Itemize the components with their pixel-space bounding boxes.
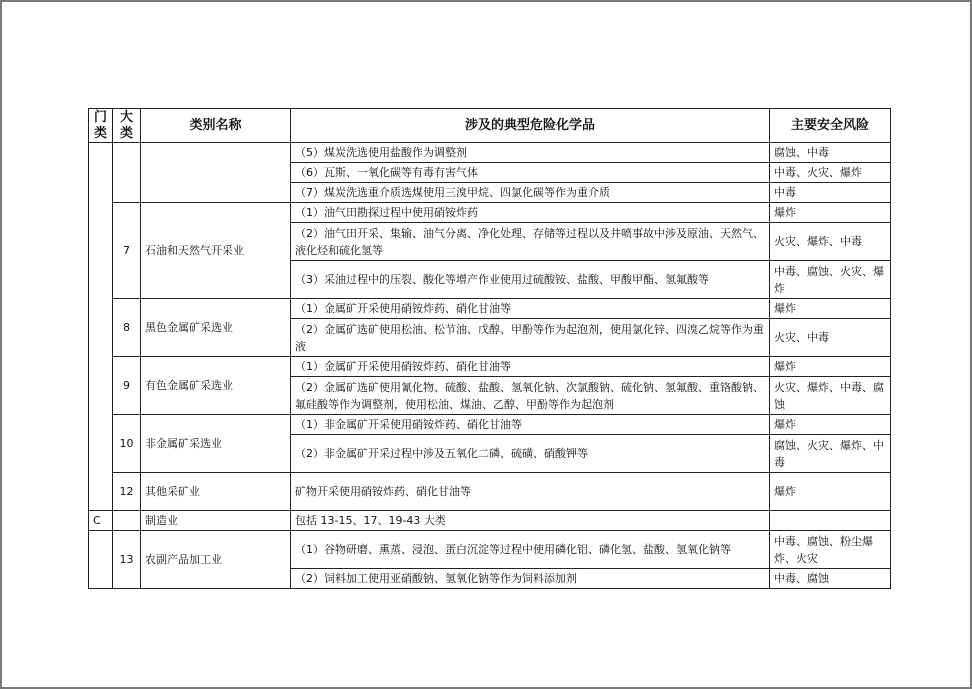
- chemicals-cell: （1）谷物研磨、熏蒸、浸泡、蛋白沉淀等过程中使用磷化铝、磷化氢、盐酸、氢氧化钠等: [291, 531, 770, 569]
- table-row: [89, 203, 891, 223]
- name-cell: 农副产品加工业: [141, 531, 291, 589]
- door-cell: [89, 531, 113, 589]
- table-row: [89, 531, 891, 569]
- risk-cell: 中毒、腐蚀: [770, 569, 891, 589]
- hazardous-chemicals-table: [88, 108, 891, 589]
- risk-cell: 爆炸: [770, 473, 891, 511]
- chemicals-cell: （2）金属矿选矿使用松油、松节油、戊醇、甲酚等作为起泡剂，使用氯化锌、四溴乙烷等作为重液: [291, 319, 770, 357]
- chemicals-cell: （1）非金属矿开采使用硝铵炸药、硝化甘油等: [291, 415, 770, 435]
- chemicals-cell: （6）瓦斯、一氧化碳等有毒有害气体: [291, 163, 770, 183]
- chemicals-cell: （1）金属矿开采使用硝铵炸药、硝化甘油等: [291, 357, 770, 377]
- name-cell: 制造业: [141, 511, 291, 531]
- chemicals-cell: （3）采油过程中的压裂、酸化等增产作业使用过硫酸铵、盐酸、甲酸甲酯、氢氟酸等: [291, 261, 770, 299]
- table-row: [89, 415, 891, 435]
- category-cell: 8: [113, 299, 141, 357]
- risk-cell: 爆炸: [770, 203, 891, 223]
- table-row: [89, 473, 891, 511]
- name-cell: 黑色金属矿采选业: [141, 299, 291, 357]
- risk-cell: 中毒、火灾、爆炸: [770, 163, 891, 183]
- name-cell: 有色金属矿采选业: [141, 357, 291, 415]
- name-cell: [141, 143, 291, 203]
- header-risk: 主要安全风险: [770, 109, 891, 143]
- chemicals-cell: （2）金属矿选矿使用氰化物、硫酸、盐酸、氢氧化钠、次氯酸钠、硫化钠、氢氟酸、重铬酸钠、氟硅酸等作为调整剂，使用松油、煤油、乙醇、甲酚等作为起泡剂: [291, 377, 770, 415]
- door-cell: C: [89, 511, 113, 531]
- risk-cell: 火灾、爆炸、中毒: [770, 223, 891, 261]
- door-cell: [89, 143, 113, 511]
- name-cell: 石油和天然气开采业: [141, 203, 291, 299]
- header-category: 大类: [113, 109, 141, 143]
- chemicals-cell: （5）煤炭洗选使用盐酸作为调整剂: [291, 143, 770, 163]
- category-cell: [113, 143, 141, 203]
- category-cell: [113, 511, 141, 531]
- chemicals-cell: （2）饲料加工使用亚硝酸钠、氢氧化钠等作为饲料添加剂: [291, 569, 770, 589]
- risk-cell: 火灾、中毒: [770, 319, 891, 357]
- risk-cell: 火灾、爆炸、中毒、腐蚀: [770, 377, 891, 415]
- table-row: [89, 143, 891, 163]
- chemicals-cell: （2）油气田开采、集输、油气分离、净化处理、存储等过程以及井喷事故中涉及原油、天然气、液化烃和硫化氢等: [291, 223, 770, 261]
- category-cell: 10: [113, 415, 141, 473]
- header-name: 类别名称: [141, 109, 291, 143]
- chemicals-cell: （7）煤炭洗选重介质选煤使用三溴甲烷、四氯化碳等作为重介质: [291, 183, 770, 203]
- risk-cell: 中毒、腐蚀、粉尘爆炸、火灾: [770, 531, 891, 569]
- category-cell: 13: [113, 531, 141, 589]
- category-cell: 12: [113, 473, 141, 511]
- chemicals-cell: （1）金属矿开采使用硝铵炸药、硝化甘油等: [291, 299, 770, 319]
- risk-cell: 腐蚀、火灾、爆炸、中毒: [770, 435, 891, 473]
- chemicals-cell: （1）油气田勘探过程中使用硝铵炸药: [291, 203, 770, 223]
- table-row: [89, 299, 891, 319]
- header-chemicals: 涉及的典型危险化学品: [291, 109, 770, 143]
- table-row: [89, 511, 891, 531]
- risk-cell: 爆炸: [770, 415, 891, 435]
- risk-cell: 爆炸: [770, 299, 891, 319]
- table-header-row: [89, 109, 891, 143]
- chemicals-cell: 包括 13-15、17、19-43 大类: [291, 511, 770, 531]
- risk-cell: 中毒: [770, 183, 891, 203]
- risk-cell: [770, 511, 891, 531]
- risk-cell: 腐蚀、中毒: [770, 143, 891, 163]
- name-cell: 非金属矿采选业: [141, 415, 291, 473]
- risk-cell: 中毒、腐蚀、火灾、爆炸: [770, 261, 891, 299]
- chemicals-cell: （2）非金属矿开采过程中涉及五氧化二磷、硫磺、硝酸钾等: [291, 435, 770, 473]
- header-door: 门类: [89, 109, 113, 143]
- chemicals-cell: 矿物开采使用硝铵炸药、硝化甘油等: [291, 473, 770, 511]
- risk-cell: 爆炸: [770, 357, 891, 377]
- table-row: [89, 357, 891, 377]
- category-cell: 7: [113, 203, 141, 299]
- name-cell: 其他采矿业: [141, 473, 291, 511]
- category-cell: 9: [113, 357, 141, 415]
